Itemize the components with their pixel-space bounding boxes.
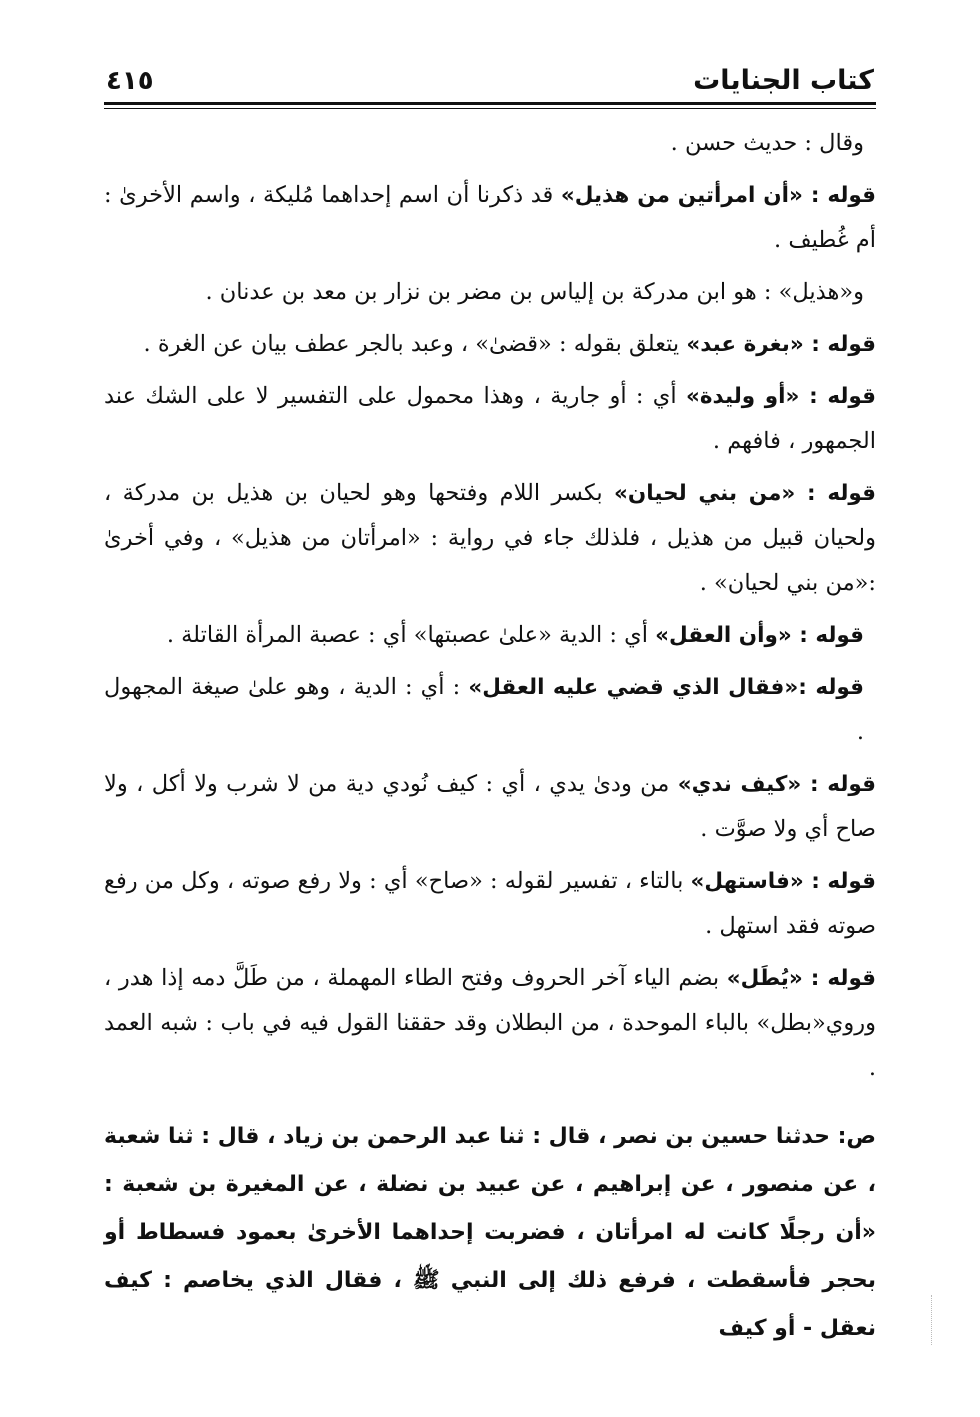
paragraph: [104, 173, 876, 263]
paragraph-text: أي : الدية «علىٰ عصبتها» أي : عصبة المرأة القاتلة .: [166, 622, 656, 648]
paragraph-text: : أي : الدية ، وهو علىٰ صيغة المجهول .: [104, 674, 864, 745]
quoted-phrase: «وأن العقل»: [655, 623, 792, 648]
quoted-phrase: «بغرة عبد»: [686, 332, 804, 357]
paragraph-text: بضم الياء آخر الحروف وفتح الطاء المهملة ، من طَلَّ دمه إذا هدر ، وروي«بطل» بالباء الموحدة ، من البطلان وقد حققنا القول فيه في باب : شبه العمد .: [104, 965, 876, 1081]
paragraph-lead: قوله :: [803, 332, 876, 357]
page-number: ٤١٥: [106, 66, 154, 96]
paragraph: [104, 322, 876, 367]
commentary-body: [104, 121, 876, 1353]
paragraph-text: بكسر اللام وفتحها وهو لحيان بن هذيل بن مدركة ، ولحيان قبيل من هذيل ، فلذلك جاء في رواية : «امرأتان من هذيل» ، وفي أخرىٰ :«من بني لحيان» .: [104, 480, 876, 596]
paragraph-lead: قوله :: [798, 675, 864, 700]
paragraph-lead: قوله :: [803, 869, 876, 894]
quoted-phrase: «أو وليدة»: [685, 384, 800, 409]
page-header: [104, 46, 876, 96]
paragraph: [104, 613, 876, 658]
quoted-phrase: «أن امرأتين من هذيل»: [560, 183, 803, 208]
paragraph-text: وقال : حديث حسن .: [670, 130, 864, 156]
paragraph-text: من ودىٰ يدي ، أي : كيف نُودي دية من لا شرب ولا أكل ، ولا صاح أي ولا صوَّت .: [104, 771, 876, 842]
paragraph-lead: قوله :: [801, 772, 876, 797]
paragraph-text: أي : أو جارية ، وهذا محمول على التفسير لا على الشك عند الجمهور ، فافهم .: [104, 383, 876, 454]
paragraph-lead: قوله :: [791, 623, 864, 648]
paragraph-lead: قوله :: [795, 481, 876, 506]
quoted-phrase: «فاستهل»: [690, 869, 804, 894]
header-rule: [104, 102, 876, 109]
margin-mark: [929, 1295, 932, 1345]
paragraph: [104, 762, 876, 852]
paragraph: [104, 270, 876, 315]
paragraph: [104, 121, 876, 166]
paragraph-text: قد ذكرنا أن اسم إحداهما مُليكة ، واسم الأخرىٰ : أم غُطيف .: [104, 182, 876, 253]
quoted-phrase: «فقال الذي قضي عليه العقل»: [468, 675, 799, 700]
hadith-text: ص: حدثنا حسين بن نصر ، قال : ثنا عبد الرحمن بن زياد ، قال : ثنا شعبة ، عن منصور ، عن إبراهيم ، عن عبيد بن نضلة ، عن المغيرة بن شعبة : «أن رجلًا كانت له امرأتان ، فضربت إحداهما الأخرىٰ بعمود فسطاط أو بحجر فأسقطت ، فرفع ذلك إلى النبي ﷺ ، فقال الذي يخاصم : كيف نعقل - أو كيف: [104, 1124, 876, 1341]
paragraph: [104, 471, 876, 606]
paragraph-text: بالتاء ، تفسير لقوله : «صاح» أي : ولا رفع صوته ، وكل من رفع صوته فقد استهل .: [104, 868, 876, 939]
paragraph: [104, 859, 876, 949]
paragraph: [104, 374, 876, 464]
paragraph-lead: قوله :: [799, 384, 876, 409]
book-page: [104, 46, 876, 1377]
paragraph-lead: قوله :: [802, 183, 876, 208]
paragraph-lead: قوله :: [802, 966, 876, 991]
paragraph: [104, 665, 876, 755]
paragraph-text: و«هذيل» : هو ابن مدركة بن إلياس بن مضر بن نزار بن معد بن عدنان .: [205, 279, 864, 305]
paragraph: [104, 956, 876, 1091]
quoted-phrase: «يُطَل»: [726, 966, 803, 991]
paragraph-text: يتعلق بقوله : «قضىٰ» ، وعبد بالجر عطف بيان عن الغرة .: [143, 331, 687, 357]
quoted-phrase: «كيف ندي»: [677, 772, 802, 797]
running-title: كتاب الجنايات: [693, 65, 874, 96]
quoted-phrase: «من بني لحيان»: [614, 481, 796, 506]
